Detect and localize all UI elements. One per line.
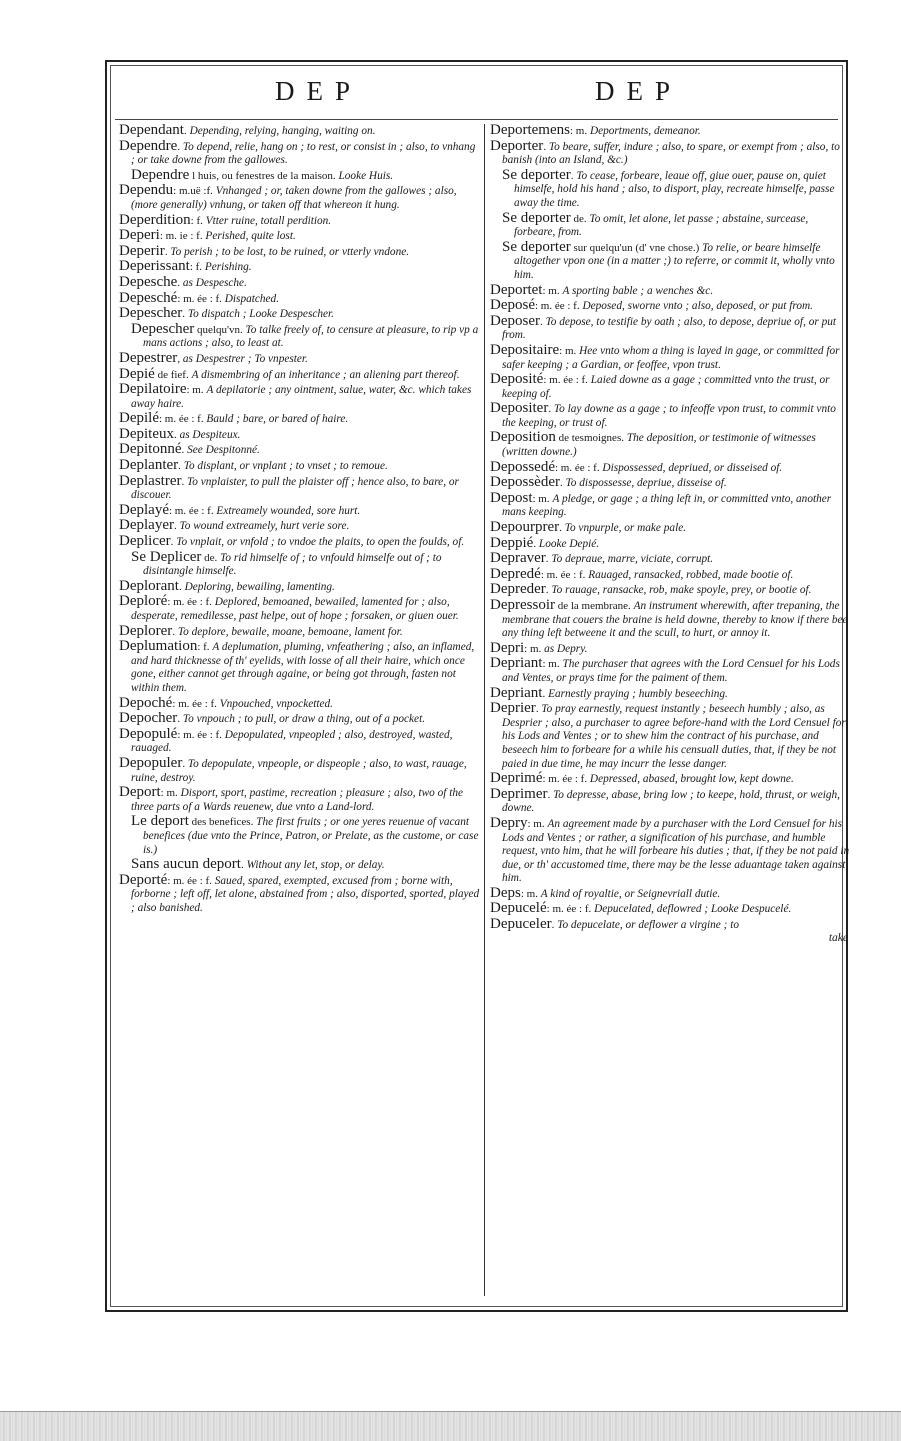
headword: Depreder bbox=[490, 581, 546, 598]
grammar-note: . bbox=[177, 140, 181, 153]
definition: Looke Depié. bbox=[538, 537, 600, 550]
headword: Deplayé bbox=[119, 501, 169, 518]
headword: Depilé bbox=[119, 410, 159, 427]
headword: Depraver bbox=[490, 550, 546, 567]
headword: Depourprer bbox=[490, 519, 560, 536]
definition: Without any let, stop, or delay. bbox=[246, 859, 385, 872]
grammar-note: . bbox=[173, 428, 177, 441]
grammar-note: . bbox=[164, 245, 168, 258]
definition: Earnestly praying ; humbly beseeching. bbox=[548, 687, 728, 700]
grammar-note: : m. ée : f. bbox=[546, 903, 592, 916]
definition: A dismembring of an inheritance ; an aliening part thereof. bbox=[191, 368, 460, 381]
headword: Depilatoire bbox=[119, 381, 187, 398]
dictionary-entry bbox=[119, 786, 481, 814]
grammar-note: . bbox=[551, 919, 555, 932]
headword: Deperdition bbox=[119, 211, 191, 228]
definition: To vnplait, or vnfold ; to vndoe the plaits, to open the foulds, of. bbox=[176, 536, 465, 549]
right-column bbox=[490, 124, 852, 1300]
dictionary-entry bbox=[490, 124, 852, 139]
dictionary-entry bbox=[490, 312, 852, 343]
definition: Dispossessed, depriued, or disseised of. bbox=[602, 461, 783, 474]
grammar-note: . bbox=[548, 403, 552, 416]
headword: Deporté bbox=[119, 871, 168, 888]
headword: Dependre bbox=[131, 166, 190, 183]
dictionary-entry bbox=[119, 694, 481, 712]
scan-edge-line bbox=[0, 1411, 901, 1412]
headword: Deport bbox=[119, 784, 161, 801]
grammar-note: sur quelqu'un (d' vne chose.) bbox=[570, 241, 700, 254]
grammar-note: . bbox=[172, 625, 176, 638]
headword: Deprier bbox=[490, 700, 536, 717]
grammar-note: des benefices. bbox=[188, 816, 254, 829]
definition: Perished, quite lost. bbox=[205, 230, 296, 243]
definition: To depraue, marre, viciate, corrupt. bbox=[551, 553, 714, 566]
dictionary-entry bbox=[119, 535, 481, 550]
dictionary-entry bbox=[119, 289, 481, 307]
definition: To pray earnestly, request instantly ; beseech humbly ; also, as Desprier ; also, a purchaser to agree before-hand with the Lord Censuel for his Lods and Ventes ; or to shew him the contract of his purchase, and beseech him to forbeare for a while his censuall duties, that, if they be not paied in due time, he may incurr the lesse danger. bbox=[502, 703, 846, 770]
headword: Depoché bbox=[119, 694, 173, 711]
dictionary-entry bbox=[119, 273, 481, 291]
headword: Deportemens bbox=[490, 124, 570, 138]
definition: To vnpurple, or make pale. bbox=[564, 522, 687, 535]
definition: Hee vnto whom a thing is layed in gage, or committed for safer keeping ; a Gardian, or feoffee, vpon trust. bbox=[502, 344, 840, 371]
dictionary-entry bbox=[119, 725, 481, 756]
grammar-note: : m. ée : f. bbox=[177, 292, 222, 305]
headword: Depesché bbox=[119, 289, 178, 306]
dictionary-entry bbox=[490, 521, 852, 536]
definition: Depucelated, deflowred ; Looke Despucelé. bbox=[594, 903, 792, 916]
headword: Dependu bbox=[119, 182, 174, 199]
definition: Deplored, bemoaned, bewailed, lamented for ; also, desperate, remedilesse, past helpe, out of hope ; forsaken, or giuen ouer. bbox=[131, 596, 459, 622]
definition: A kind of royaltie, or Seignevriall dutie. bbox=[540, 887, 721, 900]
definition: To cease, forbeare, leaue off, giue ouer, pause on, quiet himselfe, hold his hand ; also, to disport, play, recreate himselfe, passe away the time. bbox=[514, 169, 835, 209]
dictionary-entry bbox=[119, 871, 481, 916]
definition: Extreamely wounded, sore hurt. bbox=[216, 504, 361, 517]
grammar-note: . bbox=[542, 687, 546, 700]
dictionary-entry bbox=[490, 565, 852, 583]
running-head-left: DEP bbox=[275, 76, 363, 106]
grammar-note: . bbox=[559, 522, 562, 535]
headword: Dependre bbox=[119, 137, 178, 154]
definition: A pledge, or gage ; a thing left in, or committed vnto, another mans keeping. bbox=[502, 492, 832, 519]
headword: Deploré bbox=[119, 593, 168, 610]
grammar-note: : m. bbox=[559, 344, 577, 357]
dictionary-entry bbox=[490, 166, 852, 211]
headword: Deposer bbox=[490, 312, 540, 329]
dictionary-entry bbox=[119, 307, 481, 322]
headword: Se Deplicer bbox=[131, 548, 202, 565]
headword: Le deport bbox=[131, 813, 189, 830]
headword: Sans aucun deport bbox=[131, 856, 241, 873]
dictionary-entry bbox=[119, 595, 481, 623]
grammar-note: quelqu'vn. bbox=[194, 323, 243, 336]
headword: Deplayer bbox=[119, 517, 174, 534]
headword: Depri bbox=[490, 639, 525, 656]
grammar-note: . bbox=[170, 536, 174, 549]
dictionary-entry bbox=[119, 383, 481, 411]
dictionary-entry bbox=[490, 489, 852, 520]
dictionary-entry bbox=[490, 702, 852, 771]
definition: To relie, or beare himselfe altogether vpon one (in a matter ;) to referre, or commit it, wholly vnto him. bbox=[514, 241, 835, 281]
dictionary-entry bbox=[119, 242, 481, 260]
catchword: take bbox=[828, 931, 848, 944]
grammar-note: : f. bbox=[197, 641, 210, 654]
dictionary-entry bbox=[119, 472, 481, 503]
grammar-note: : m. ée : f. bbox=[540, 568, 586, 581]
dictionary-entry bbox=[490, 458, 852, 476]
headword: Depredé bbox=[490, 565, 541, 582]
definition: To beare, suffer, indure ; also, to spare, or exempt from ; also, to banish (into an Island, &c.) bbox=[502, 140, 840, 167]
definition: To deplore, bewaile, moane, bemoane, lament for. bbox=[177, 625, 403, 638]
grammar-note: . bbox=[178, 460, 181, 473]
headword: Deportet bbox=[490, 281, 543, 298]
definition: Depopulated, vnpeopled ; also, destroyed, wasted, rauaged. bbox=[131, 728, 453, 755]
grammar-note: : m. bbox=[532, 492, 550, 505]
dictionary-entry bbox=[490, 814, 852, 886]
grammar-note: : m. bbox=[520, 887, 538, 900]
headword: Deperissant bbox=[119, 258, 190, 275]
grammar-note: : m. ée : f. bbox=[158, 413, 204, 426]
grammar-note: l huis, ou fenestres de la maison. bbox=[189, 169, 336, 182]
dictionary-entry bbox=[490, 281, 852, 299]
dictionary-entry bbox=[490, 918, 852, 933]
headword: Depié bbox=[119, 365, 155, 382]
definition: A depilatorie ; any ointment, salue, water, &c. which takes away haire. bbox=[131, 384, 472, 410]
headword: Se deporter bbox=[502, 209, 571, 226]
dictionary-entry bbox=[490, 772, 852, 787]
definition: To talke freely of, to censure at pleasure, to rip vp a mans actions ; also, to least at. bbox=[143, 323, 479, 350]
headword: Deposition bbox=[490, 429, 556, 446]
grammar-note: : m. ée : f. bbox=[167, 596, 212, 609]
dictionary-entry bbox=[119, 577, 481, 595]
headword: Se deporter bbox=[502, 166, 571, 183]
dictionary-entry bbox=[490, 684, 852, 702]
headword: Depestrer bbox=[119, 349, 178, 366]
dictionary-entry bbox=[119, 622, 481, 640]
grammar-note: . bbox=[547, 788, 551, 801]
grammar-note: . bbox=[177, 276, 181, 289]
definition: as Depry. bbox=[544, 642, 588, 655]
definition: To omit, let alone, let passe ; abstaine, surcease, forbeare, from. bbox=[514, 212, 809, 239]
grammar-note: : m. ée : f. bbox=[542, 773, 588, 786]
grammar-note: . bbox=[533, 537, 537, 550]
dictionary-entry bbox=[490, 476, 852, 491]
headword: Deposité bbox=[490, 371, 544, 388]
definition: To lay downe as a gage ; to infeoffe vpon trust, to commit vnto the keeping, or trust of. bbox=[502, 403, 836, 429]
definition: The deposition, or testimonie of witnesses (written downe.) bbox=[502, 432, 816, 459]
dictionary-entry bbox=[119, 349, 481, 367]
definition: See Despitonné. bbox=[187, 444, 260, 457]
grammar-note: : m. ée : f. bbox=[172, 697, 217, 710]
headword: Deprimé bbox=[490, 770, 543, 787]
definition: Deploring, bewailing, lamenting. bbox=[184, 580, 335, 593]
grammar-note: . bbox=[543, 140, 547, 153]
definition: To displant, or vnplant ; to vnset ; to remoue. bbox=[183, 460, 388, 473]
definition: Vnpouched, vnpocketted. bbox=[219, 697, 333, 710]
dictionary-entry bbox=[119, 412, 481, 427]
definition: Bauld ; bare, or bared of haire. bbox=[206, 413, 349, 426]
grammar-note: : m. ie : f. bbox=[159, 230, 203, 243]
dictionary-entry bbox=[119, 443, 481, 458]
dictionary-entry bbox=[119, 320, 481, 351]
dictionary-entry bbox=[490, 299, 852, 314]
headword: Depressoir bbox=[490, 597, 555, 613]
grammar-note: . bbox=[535, 703, 539, 716]
page-frame bbox=[105, 60, 848, 1312]
headword: Depuceler bbox=[490, 916, 552, 933]
dictionary-entry bbox=[119, 124, 481, 139]
headword: Depry bbox=[490, 814, 528, 831]
dictionary-entry bbox=[119, 365, 481, 383]
definition: Dispatched. bbox=[224, 292, 280, 305]
grammar-note: . bbox=[173, 520, 177, 533]
grammar-note: : f. bbox=[190, 214, 203, 227]
dictionary-entry bbox=[490, 599, 852, 641]
left-column bbox=[119, 124, 481, 1300]
definition: An instrument wherewith, after trepaning, the membrane that couers the braine is held downe, thereby to know if there bee any thing left betweene it and the scull, to hurt, or annoy it. bbox=[502, 600, 848, 640]
grammar-note: de tesmoignes. bbox=[555, 432, 624, 445]
headword: Deplorer bbox=[119, 622, 173, 639]
scan-edge bbox=[0, 1411, 901, 1441]
dictionary-entry bbox=[490, 373, 852, 401]
grammar-note: . bbox=[545, 584, 549, 597]
definition: To dispossesse, depriue, disseise of. bbox=[565, 477, 727, 490]
dictionary-entry bbox=[490, 431, 852, 459]
grammar-note: . bbox=[177, 713, 181, 726]
dictionary-entry bbox=[119, 260, 481, 275]
headword: Depescher bbox=[119, 305, 183, 322]
definition: To depose, to testifie by oath ; also, to depose, depriue of, or put from. bbox=[502, 315, 837, 342]
grammar-note: . bbox=[570, 169, 574, 182]
grammar-note: de la membrane. bbox=[554, 600, 631, 612]
definition: An agreement made by a purchaser with the Lord Censuel for his Lods and Ventes ; or rather, a signification of his purchase, and humble request, vnto him, that he will forbeare his duties ; that, if they be not paid in due, or th' accustomed time, there may be the lesse aduantage taken against him. bbox=[502, 817, 850, 885]
definition: Rauaged, ransacked, robbed, made bootie of. bbox=[588, 568, 794, 581]
headword: Depescher bbox=[131, 320, 195, 337]
dictionary-entry bbox=[490, 552, 852, 567]
dictionary-entry bbox=[119, 519, 481, 534]
grammar-note: , bbox=[177, 352, 181, 365]
dictionary-entry bbox=[119, 548, 481, 579]
dictionary-entry bbox=[119, 211, 481, 229]
definition: A deplumation, pluming, vnfeathering ; also, an inflamed, and hard thicknesse of th' eyelids, with losse of all their haire, which once gone, either cannot get through againe, or being got through, fasten not within them. bbox=[131, 641, 475, 694]
headword: Depitonné bbox=[119, 441, 182, 458]
grammar-note: . bbox=[539, 315, 543, 328]
headword: Depossedé bbox=[490, 458, 555, 475]
grammar-note: : m. ée : f. bbox=[167, 874, 212, 887]
definition: Looke Huis. bbox=[338, 169, 394, 182]
grammar-note: : m.uë :f. bbox=[173, 185, 213, 198]
dictionary-entry bbox=[490, 534, 852, 552]
dictionary-entry bbox=[490, 785, 852, 816]
definition: To rid himselfe of ; to vnfould himselfe out of ; to disintangle himselfe. bbox=[143, 551, 442, 578]
grammar-note: . bbox=[181, 475, 185, 488]
dictionary-entry bbox=[490, 341, 852, 372]
headword: Depriant bbox=[490, 655, 543, 672]
definition: A sporting bable ; a wenches &c. bbox=[562, 284, 714, 297]
dictionary-entry bbox=[490, 657, 852, 685]
definition: as Despiteux. bbox=[179, 428, 241, 441]
grammar-note: : m. ée : f. bbox=[543, 374, 588, 387]
headword: Deplumation bbox=[119, 638, 198, 655]
grammar-note: . bbox=[181, 444, 185, 457]
grammar-note: : m. ée : f. bbox=[168, 504, 214, 517]
column-divider bbox=[484, 124, 485, 1296]
dictionary-entry bbox=[119, 815, 481, 857]
dictionary-entry bbox=[490, 884, 852, 902]
dictionary-entry bbox=[119, 858, 481, 873]
grammar-note: . bbox=[178, 580, 182, 593]
headword: Dependant bbox=[119, 124, 184, 138]
grammar-note: . bbox=[240, 859, 244, 872]
dictionary-entry bbox=[490, 137, 852, 168]
grammar-note: : m. bbox=[527, 817, 545, 830]
headword: Deperi bbox=[119, 227, 160, 244]
grammar-note: . bbox=[183, 125, 187, 137]
definition: To vnpouch ; to pull, or draw a thing, out of a pocket. bbox=[182, 713, 426, 726]
definition: To perish ; to be lost, to be ruined, or vtterly vndone. bbox=[170, 245, 410, 258]
dictionary-entry bbox=[119, 640, 481, 695]
definition: The first fruits ; or one yeres reuenue of vacant benefices (due vnto the Prince, Patron, or Prelate, as the custome, or case is.) bbox=[143, 816, 479, 856]
grammar-note: : m. bbox=[160, 787, 178, 800]
dictionary-entry bbox=[119, 184, 481, 212]
grammar-note: : m. ée : f. bbox=[535, 300, 580, 313]
headword: Depost bbox=[490, 489, 533, 506]
definition: To wound extreamely, hurt verie sore. bbox=[179, 520, 350, 533]
headword: Depucelé bbox=[490, 900, 547, 917]
definition: To depresse, abase, bring low ; to keepe, hold, thrust, or weigh, downe. bbox=[502, 788, 840, 815]
definition: Laied downe as a gage ; committed vnto the trust, or keeping of. bbox=[502, 374, 830, 400]
headword: Depiteux bbox=[119, 425, 174, 442]
dictionary-entry bbox=[119, 137, 481, 168]
dictionary-entry bbox=[119, 166, 481, 184]
headword: Depopulé bbox=[119, 725, 178, 742]
dictionary-entry bbox=[490, 902, 852, 917]
grammar-note: . bbox=[559, 477, 563, 490]
headword: Deppié bbox=[490, 534, 534, 551]
definition: as Despesche. bbox=[182, 276, 247, 289]
grammar-note: . bbox=[182, 308, 186, 321]
grammar-note: : m. bbox=[569, 125, 588, 137]
headword: Depocher bbox=[119, 710, 178, 727]
headword: Deperir bbox=[119, 242, 165, 259]
grammar-note: de fief. bbox=[154, 368, 189, 381]
definition: Disport, sport, pastime, recreation ; pleasure ; also, two of the three parts of a Wards reuenew, due vnto a Land-lord. bbox=[131, 787, 464, 813]
grammar-note: . bbox=[545, 553, 549, 566]
dictionary-entry bbox=[119, 501, 481, 519]
definition: Deposed, sworne vnto ; also, deposed, or put from. bbox=[582, 300, 813, 313]
grammar-note: de. bbox=[201, 551, 218, 564]
headword: Se deporter bbox=[502, 238, 571, 255]
dictionary-entry bbox=[119, 459, 481, 474]
definition: To rauage, ransacke, rob, make spoyle, prey, or bootie of. bbox=[551, 584, 812, 597]
headword: Depesche bbox=[119, 273, 178, 290]
definition: Depressed, abased, brought low, kept downe. bbox=[589, 773, 794, 786]
dictionary-entry bbox=[490, 402, 852, 430]
grammar-note: : m. ée : f. bbox=[177, 728, 222, 741]
grammar-note: . bbox=[182, 757, 186, 770]
grammar-note: : m. ée : f. bbox=[554, 461, 600, 474]
headword: Deposé bbox=[490, 297, 535, 314]
grammar-note: : m. bbox=[542, 284, 560, 297]
definition: Depending, relying, hanging, waiting on. bbox=[189, 125, 376, 137]
headword: Depriant bbox=[490, 684, 543, 701]
dictionary-entry bbox=[119, 425, 481, 443]
headword: Depositer bbox=[490, 400, 549, 417]
grammar-note: : m. bbox=[524, 642, 542, 655]
headword: Deplicer bbox=[119, 533, 171, 550]
running-head-right: DEP bbox=[595, 76, 683, 106]
headword: Deplastrer bbox=[119, 472, 182, 489]
dictionary-entry bbox=[490, 639, 852, 657]
definition: Perishing. bbox=[204, 261, 252, 274]
dictionary-entry bbox=[490, 583, 852, 598]
definition: To depend, relie, hang on ; to rest, or consist in ; also, to vnhang ; or take downe from the gallowes. bbox=[131, 140, 476, 167]
dictionary-entry bbox=[119, 754, 481, 785]
definition: Vnhanged ; or, taken downe from the gallowes ; also,(more generally) vnhung, or taken off that whereon it hung. bbox=[131, 185, 457, 211]
definition: Vtter ruine, totall perdition. bbox=[205, 214, 332, 227]
header-rule bbox=[115, 119, 838, 120]
dictionary-entry bbox=[119, 712, 481, 727]
headword: Depositaire bbox=[490, 341, 560, 358]
headword: Deplorant bbox=[119, 577, 179, 594]
grammar-note: : m. bbox=[542, 658, 560, 671]
headword: Depossèder bbox=[490, 474, 560, 491]
headword: Depopuler bbox=[119, 754, 183, 771]
headword: Deps bbox=[490, 884, 521, 901]
dictionary-entry bbox=[490, 209, 852, 240]
grammar-note: de. bbox=[570, 212, 587, 225]
dictionary-entry bbox=[119, 229, 481, 244]
definition: Deportments, demeanor. bbox=[589, 125, 701, 137]
definition: The purchaser that agrees with the Lord Censuel for his Lods and Ventes, or prays time for the paiment of them. bbox=[502, 658, 840, 684]
headword: Deplanter bbox=[119, 457, 179, 474]
definition: To dispatch ; Looke Despescher. bbox=[187, 308, 334, 321]
headword: Deprimer bbox=[490, 785, 548, 802]
definition: as Despestrer ; To vnpester. bbox=[182, 352, 308, 365]
definition: To depopulate, vnpeople, or dispeople ; also, to wast, rauage, ruine, destroy. bbox=[131, 757, 467, 784]
dictionary-entry bbox=[490, 238, 852, 283]
definition: Saued, spared, exempted, excused from ; borne with, forborne ; left off, let alone, abstained from ; also, disported, sported, played ; also banished. bbox=[131, 874, 480, 914]
grammar-note: : m. bbox=[186, 384, 204, 397]
grammar-note: : f. bbox=[189, 261, 203, 274]
headword: Deporter bbox=[490, 137, 544, 154]
definition: To vnplaister, to pull the plaister off ; hence also, to bare, or discouer. bbox=[131, 475, 459, 502]
definition: To depucelate, or deflower a virgine ; to bbox=[557, 919, 739, 932]
